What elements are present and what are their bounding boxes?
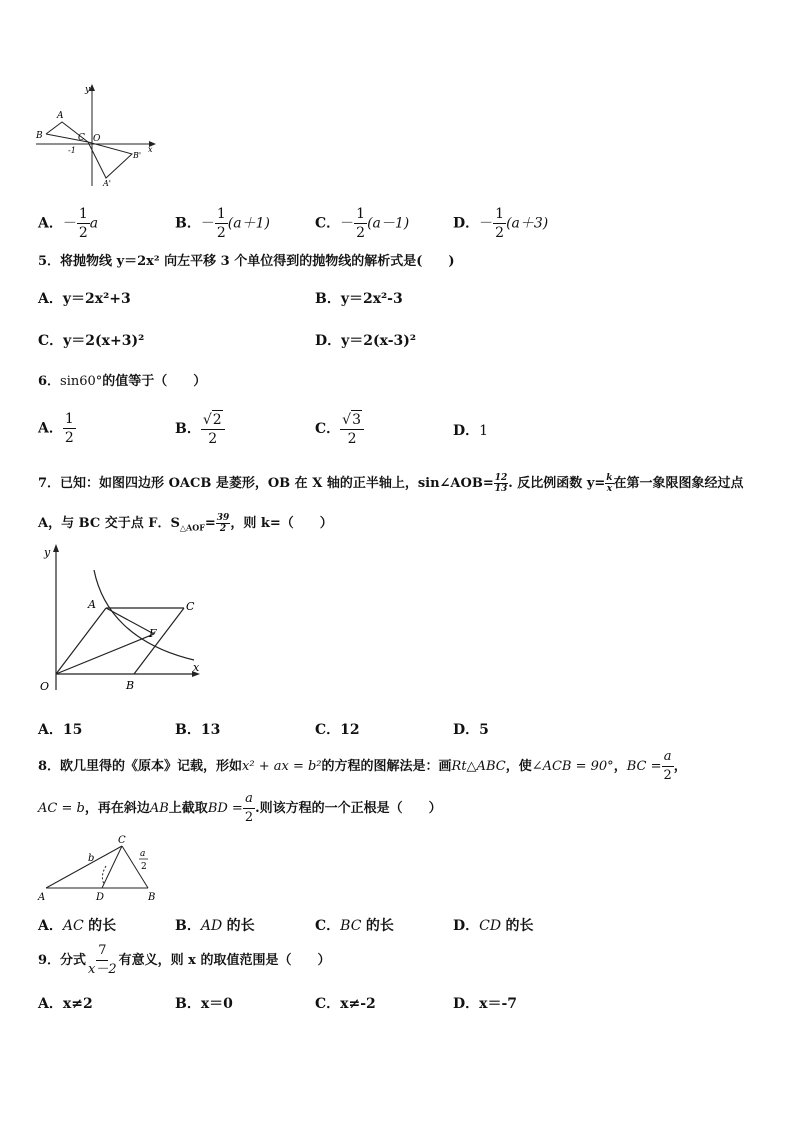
side-cb [134, 608, 184, 674]
q5-option-a[interactable]: A．y＝2x²+3 [38, 291, 131, 307]
q8-option-a[interactable]: A．AC 的长 [38, 918, 117, 934]
q6-option-a[interactable]: A． $\frac{1}{2}$ [38, 411, 74, 446]
q7-rhombus-figure [36, 540, 206, 700]
q7-option-b[interactable]: B．13 [175, 722, 221, 738]
q5-option-c[interactable]: C．y＝2(x+3)² [38, 333, 145, 349]
q7-option-d[interactable]: D．5 [453, 722, 489, 738]
side-ac [46, 846, 122, 888]
q5-option-d[interactable]: D．y＝2(x-3)² [315, 333, 417, 349]
q6-stem: 6．sin60°的值等于（ ） [38, 374, 207, 389]
q8-triangle-figure [36, 832, 166, 904]
label-b: B [148, 892, 156, 903]
q4-option-b[interactable]: B．－ $\frac{1}{2}$ (a＋1) [175, 206, 270, 241]
q9-option-c[interactable]: C．x≠-2 [315, 996, 376, 1012]
label-neg1: -1 [68, 146, 76, 155]
q7-stem-line1: 7．已知：如图四边形 OACB 是菱形，OB 在 X 轴的正半轴上，sin∠AOB= $\frac{12}{13}$ . 反比例函数 y= $\frac{k}{x}$ 在第一象限图象经过点 [38, 473, 744, 494]
label-x: x [193, 661, 200, 674]
q8-stem-line2: AC = b，再在斜边AB上截取BD = $\frac{a}{2}$ .则该方程的一个正根是（ ） [38, 791, 442, 825]
label-o: O [93, 134, 101, 144]
q8-option-d[interactable]: D．CD 的长 [453, 918, 534, 934]
label-a: A [57, 111, 64, 121]
q4-option-a[interactable]: A．－ $\frac{1}{2}$ a [38, 206, 99, 241]
q4-options [38, 205, 778, 241]
q9-stem: 9．分式 $\frac{7}{x-2}$ 有意义，则 x 的取值范围是（ ） [38, 943, 331, 977]
q8-option-b[interactable]: B．AD 的长 [175, 918, 255, 934]
q9-option-a[interactable]: A．x≠2 [38, 996, 93, 1012]
q4-option-d[interactable]: D．－ $\frac{1}{2}$ (a＋3) [453, 206, 549, 241]
label-b-side: b [88, 853, 95, 864]
label-f: F [149, 627, 157, 640]
label-y: y [44, 546, 51, 559]
q6-option-b[interactable]: B． $\frac{√2}{2}$ [175, 410, 225, 448]
q8-option-c[interactable]: C．BC 的长 [315, 918, 394, 934]
label-b: B [36, 131, 43, 141]
q7-option-a[interactable]: A．15 [38, 722, 83, 738]
label-two: 2 [141, 862, 147, 872]
label-bp: B' [133, 151, 142, 160]
label-x: x [148, 145, 153, 154]
label-a-side: a [140, 849, 146, 859]
label-a: A [88, 598, 96, 611]
q6-option-c[interactable]: C． $\frac{√3}{2}$ [315, 410, 364, 448]
q5-option-b[interactable]: B．y＝2x²-3 [315, 291, 403, 307]
q9-option-b[interactable]: B．x＝0 [175, 996, 233, 1012]
q9-option-d[interactable]: D．x＝-7 [453, 996, 518, 1012]
q5-stem: 5．将抛物线 y＝2x² 向左平移 3 个单位得到的抛物线的解析式是( ) [38, 254, 455, 269]
q6-option-d[interactable]: D．1 [453, 423, 489, 439]
q7-option-c[interactable]: C．12 [315, 722, 360, 738]
label-o: O [40, 680, 50, 693]
q4-coordinate-figure [30, 82, 160, 192]
label-c: C [186, 600, 195, 613]
label-a: A [38, 892, 46, 903]
label-c: C [118, 835, 126, 846]
q7-stem-line2: A，与 BC 交于点 F．$S_{\triangle AOF}=$ $\frac{39}{2}$ ，则 k=（ ） [38, 513, 333, 534]
label-b: B [126, 679, 135, 692]
label-y: y [85, 85, 91, 95]
q4-option-c[interactable]: C．－ $\frac{1}{2}$ (a－1) [315, 206, 410, 241]
triangle-apbp [88, 142, 132, 178]
label-ap: A' [103, 179, 111, 188]
q8-stem-line1: 8．欧几里得的《原本》记载，形如x² + ax = b²的方程的图解法是：画Rt△ABC，使∠ACB = 90°，BC = $\frac{a}{2}$ ， [38, 749, 687, 783]
label-d: D [96, 892, 105, 903]
label-c: C [78, 133, 85, 143]
